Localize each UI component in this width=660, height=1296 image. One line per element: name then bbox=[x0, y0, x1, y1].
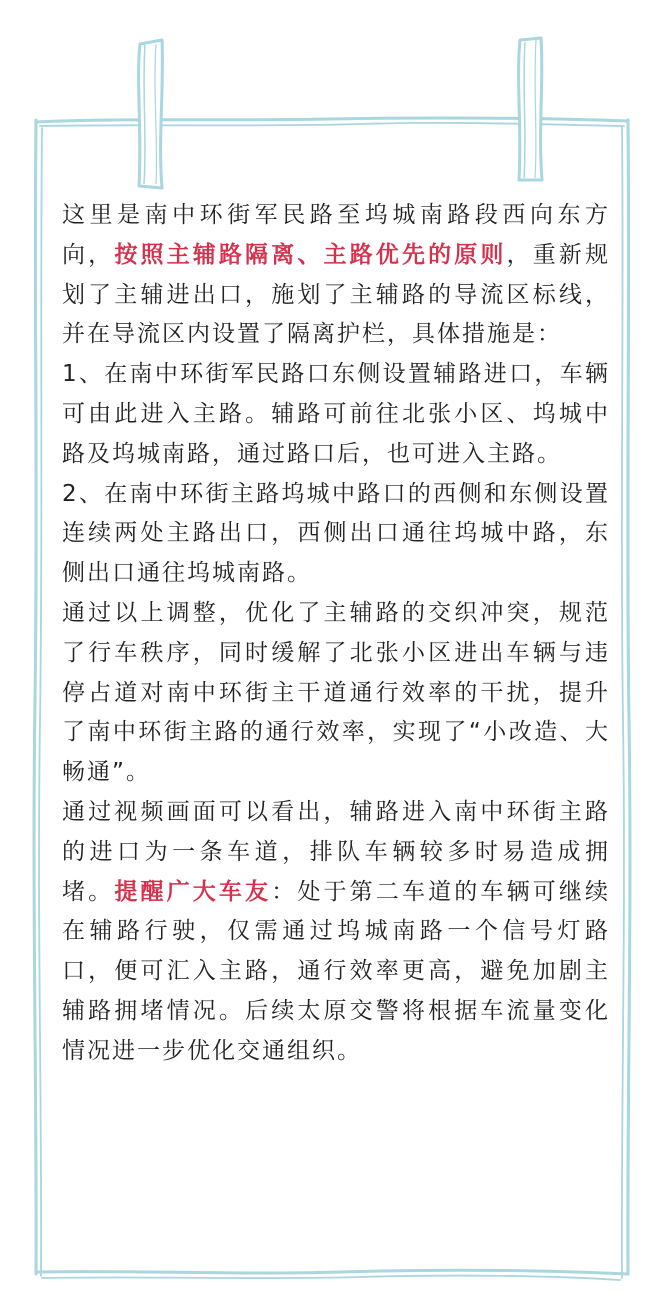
principle-highlight: 按照主辅路隔离、主路优先的原则 bbox=[114, 241, 507, 268]
article-body bbox=[62, 196, 610, 1072]
advice-paragraph bbox=[62, 793, 610, 1072]
intro-paragraph bbox=[62, 196, 610, 355]
intro-text-after: ，重新规划了主辅进出口，施划了主辅路的导流区标线，并在导流区内设置了隔离护栏，具体措施是： bbox=[62, 241, 611, 348]
right-tab bbox=[519, 38, 542, 180]
measure-item-2: 2、在南中环街主路坞城中路口的西侧和东侧设置连续两处主路出口，西侧出口通往坞城中路，东侧出口通往坞城南路。 bbox=[62, 480, 610, 587]
left-tab bbox=[139, 40, 163, 188]
intro-text-before: 这里是南中环街军民路至坞城南路段西向东方向， bbox=[62, 202, 610, 268]
measure-item-1: 1、在南中环街军民路口东侧设置辅路进口，车辆可由此进入主路。辅路可前往北张小区、坞城中路及坞城南路，通过路口后，也可进入主路。 bbox=[62, 361, 610, 467]
advice-text-after: ：处于第二车道的车辆可继续在辅路行驶，仅需通过坞城南路一个信号灯路口，便可汇入主路，通行效率更高，避免加剧主辅路拥堵情况。后续太原交警将根据车流量变化情况进一步优化交通组织。 bbox=[62, 878, 611, 1064]
reminder-highlight: 提醒广大车友 bbox=[114, 878, 272, 905]
advice-text-before: 通过视频画面可以看出，辅路进入南中环街主路的进口为一条车道，排队车辆较多时易造成拥堵。 bbox=[62, 798, 610, 905]
summary-paragraph: 通过以上调整，优化了主辅路的交织冲突，规范了行车秩序，同时缓解了北张小区进出车辆与违停占道对南中环街主干道通行效率的干扰，提升了南中环街主路的通行效率，实现了“小改造、大畅通”。 bbox=[62, 599, 610, 786]
